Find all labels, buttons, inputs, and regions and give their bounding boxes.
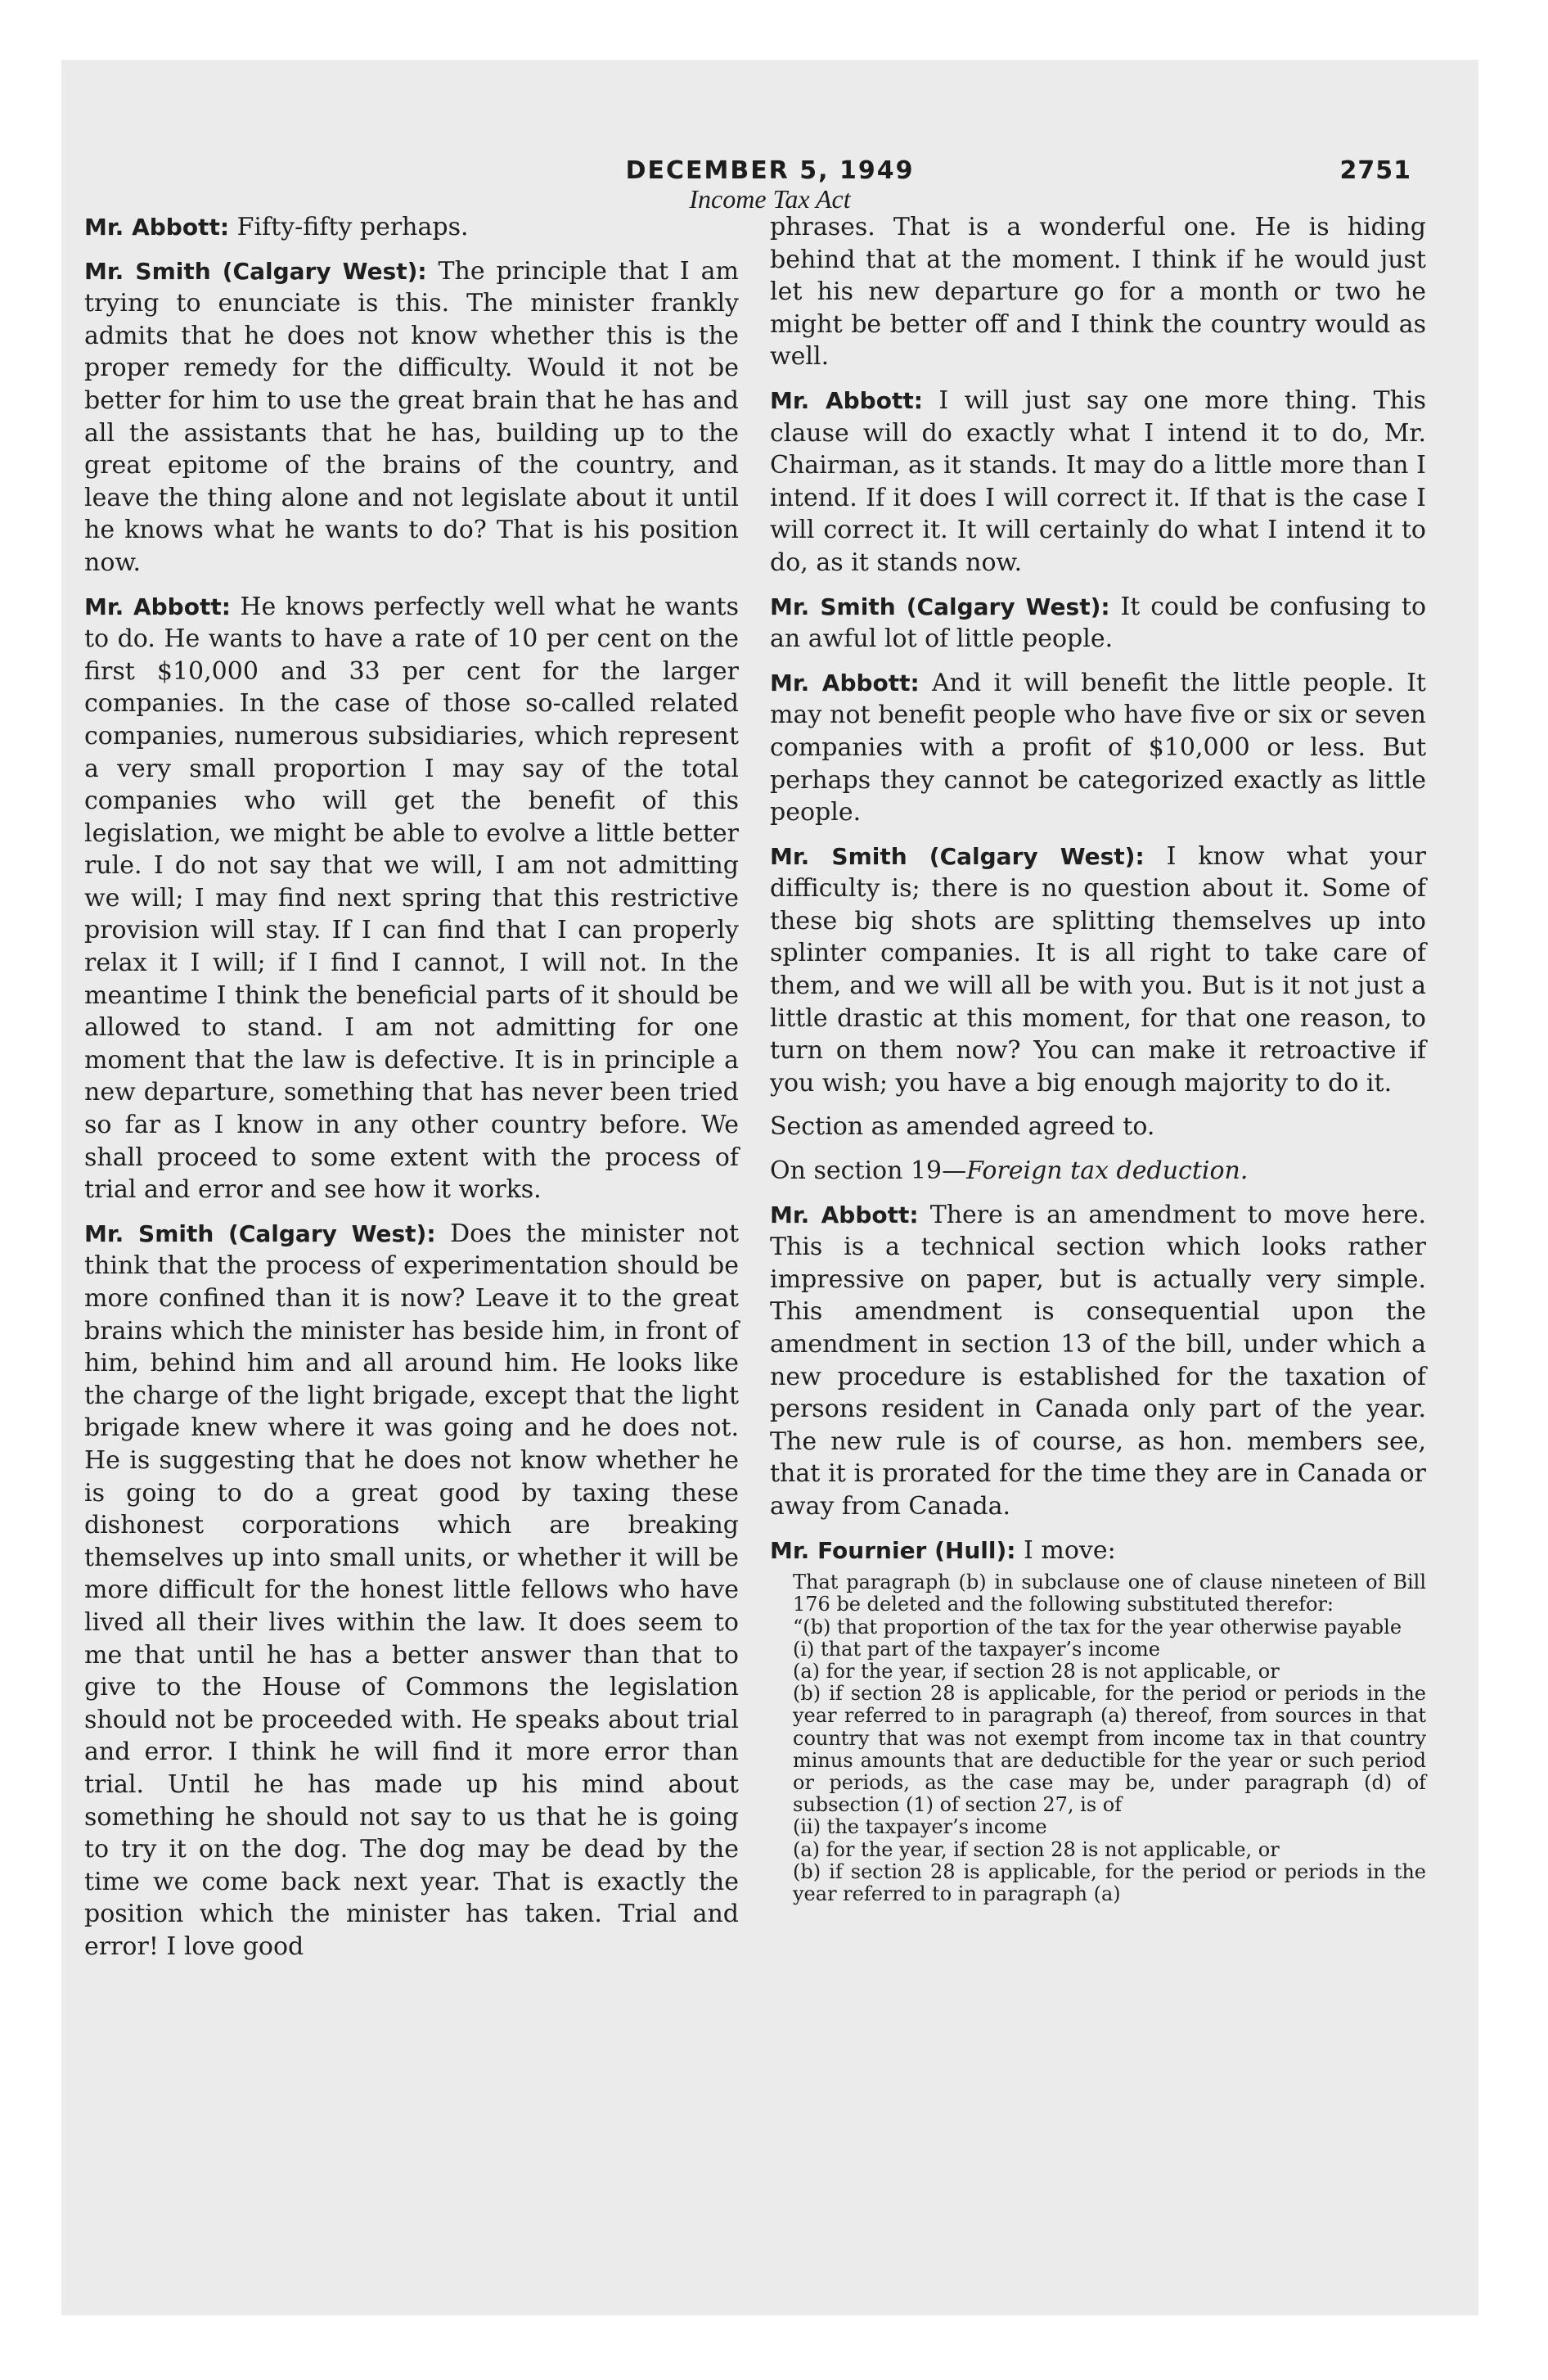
right-column — [770, 211, 1426, 1905]
speech-text: Fifty-fifty perhaps. — [229, 213, 469, 241]
page-sheet — [61, 60, 1478, 2315]
speaker-name: Mr. Smith (Calgary West): — [84, 257, 427, 285]
speech-text: The principle that I am trying to enunciate is this. The minister frankly admits that he does not know whether this is the proper remedy for the difficulty. Would it not be better for him to use the great brain that he has and all the assistants that he has, building up to the great epitome of the brains of the country, and leave the thing alone and not legislate about it until he knows what he wants to do? That is his position now. — [84, 256, 739, 577]
speech-text: I will just say one more thing. This clause will do exactly what I intend it to do, Mr. Chairman, as it stands. It may do a little more than I intend. If it does I will correct it. If that is the case I will correct it. It will certainly do what I intend it to do, as it stands now. — [770, 385, 1426, 577]
agreed-line: Section as amended agreed to. — [770, 1112, 1155, 1142]
motion-line: “(b) that proportion of the tax for the year otherwise payable — [793, 1615, 1402, 1639]
motion-line: (i) that part of the taxpayer’s income — [793, 1637, 1160, 1661]
page-number: 2751 — [1339, 156, 1411, 185]
speaker-name: Mr. Smith (Calgary West): — [770, 842, 1145, 870]
speech — [770, 841, 1426, 1100]
speech-text: I know what your difficulty is; there is no question about it. Some of these big shots are splitting themselves up into splinter companies. It is all right to take care of them, and we will all be with you. But is it not just a little drastic at this moment, for that one reason, to turn on them now? You can make it retroactive if you wish; you have a big enough majority to do it. — [770, 841, 1427, 1098]
speech — [770, 385, 1426, 579]
speech — [84, 591, 739, 1206]
motion-line: (b) if section 28 is applicable, for the period or periods in the year referred to in paragraph (a) — [793, 1859, 1426, 1905]
speaker-name: Mr. Fournier (Hull): — [770, 1536, 1016, 1564]
motion-line: That paragraph (b) in subclause one of clause nineteen of Bill 176 be deleted and the following substituted therefor: — [793, 1571, 1426, 1616]
speaker-name: Mr. Abbott: — [770, 1201, 919, 1228]
motion-line: (a) for the year, if section 28 is not applicable, or — [793, 1659, 1280, 1683]
section-intro: On section 19— — [770, 1156, 967, 1186]
header-subtitle: Income Tax Act — [689, 184, 851, 214]
continuation-paragraph: phrases. That is a wonderful one. He is hiding behind that at the moment. I think if he would just let his new departure go for a month or two he might be better off and I think the country would as well. — [770, 213, 1426, 372]
motion-line: (a) for the year, if section 28 is not applicable, or — [793, 1837, 1280, 1861]
speaker-name: Mr. Abbott: — [84, 214, 230, 241]
speech-text: He knows perfectly well what he wants to do. He wants to have a rate of 10 per cent on the first $10,000 and 33 per cent for the larger companies. In the case of those so-called related companies, numerous subsidiaries, which represent a very small proportion I may say of the total companies who will get the benefit of this legislation, we might be able to evolve a little better rule. I do not say that we will, I am not admitting we will; I may find next spring that this restrictive provision will stay. If I can find that I can properly relax it I will; if I find I cannot, I will not. In the meantime I think the beneficial parts of it should be allowed to stand. I am not admitting for one moment that the law is defective. It is in principle a new departure, something that has never been tried so far as I know in any other country before. We shall proceed to some extent with the process of trial and error and see how it works. — [84, 592, 739, 1205]
speech — [84, 211, 739, 244]
speaker-name: Mr. Abbott: — [84, 593, 231, 620]
speech-text: Does the minister not think that the process of experimentation should be more confined than it is now? Leave it to the great brains which the minister has beside him, in front of him, behind him and all around him. He looks like the charge of the light brigade, except that the light brigade knew where it was going and he does not. He is suggesting that he does not know whether he is going to do a great good by taxing these dishonest corporations which are breaking themselves up into small units, or whether it will be more difficult for the honest little fellows who have lived all their lives within the law. It does seem to me that until he has a better answer than that to give to the House of Commons the legislation should not be proceeded with. He speaks about trial and error. I think he will find it more error than trial. Until he has made up his mind about something he should not say to us that he is going to try it on the dog. The dog may be dead by the time we come back next year. That is exactly the position which the minister has taken. Trial and error! I love good — [84, 1219, 740, 1961]
section-heading — [770, 1155, 1426, 1188]
speech — [84, 1218, 739, 1963]
speech — [770, 667, 1426, 829]
speech — [770, 1535, 1426, 1567]
speech-text: And it will benefit the little people. It may not benefit people who have five or six or seven companies with a profit of $10,000 or less. But perhaps they cannot be categorized exactly as little people. — [770, 668, 1426, 827]
speech — [770, 591, 1426, 656]
motion-line: (b) if section 28 is applicable, for the period or periods in the year referred to in paragraph (a) thereof, from sources in that country that was not exempt from income tax in that country minus amounts that are deductible for the year or such period or periods, as the case may be, under paragraph (d) of subsection (1) of section 27, is of — [793, 1682, 1426, 1817]
motion-line: (ii) the taxpayer’s income — [793, 1815, 1047, 1839]
speaker-name: Mr. Smith (Calgary West): — [84, 1219, 436, 1247]
header-date: DECEMBER 5, 1949 — [625, 156, 915, 185]
speech-text: There is an amendment to move here. This is a technical section which looks rather impressive on paper, but is actually very simple. This amendment is consequential upon the amendment in section 13 of the bill, under which a new procedure is established for the taxation of persons resident in Canada only part of the year. The new rule is of course, as hon. members see, that it is prorated for the time they are in Canada or away from Canada. — [770, 1200, 1426, 1521]
section-title: Foreign tax deduction. — [966, 1156, 1249, 1186]
speaker-name: Mr. Smith (Calgary West): — [770, 593, 1110, 620]
speaker-name: Mr. Abbott: — [770, 669, 920, 696]
speech-text: It could be confusing to an awful lot of little people. — [770, 592, 1426, 654]
speech — [84, 255, 739, 579]
speech-text: I move: — [1015, 1535, 1116, 1565]
speaker-name: Mr. Abbott: — [770, 386, 923, 414]
motion-text — [770, 1571, 1426, 1905]
left-column — [84, 211, 739, 1974]
speech — [770, 1199, 1426, 1523]
